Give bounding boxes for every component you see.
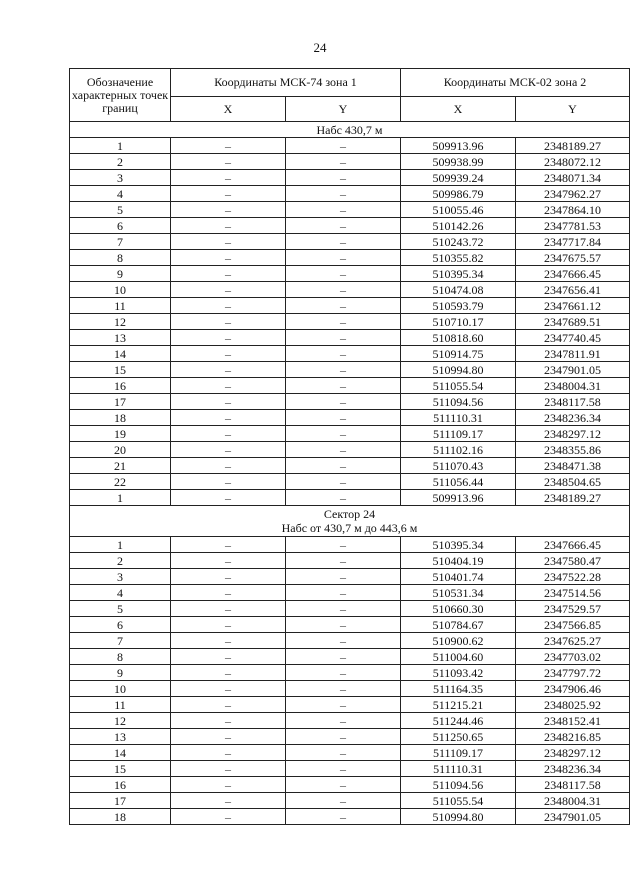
msk74-y-cell: – [286, 681, 401, 697]
msk02-y-cell: 2347717.84 [516, 234, 630, 250]
section-subtitle-line: Набс от 430,7 м до 443,6 м [281, 521, 418, 535]
msk02-x-cell: 510474.08 [401, 282, 516, 298]
table-row [70, 474, 630, 490]
msk74-x-cell: – [171, 569, 286, 585]
msk02-y-cell: 2347656.41 [516, 282, 630, 298]
section-title-row [70, 506, 630, 537]
msk74-x-cell: – [171, 697, 286, 713]
point-number-cell: 1 [70, 490, 171, 506]
table-row [70, 314, 630, 330]
msk74-y-cell: – [286, 601, 401, 617]
msk74-y-cell: – [286, 713, 401, 729]
point-number-cell: 16 [70, 378, 171, 394]
msk74-x-cell: – [171, 553, 286, 569]
table-row [70, 266, 630, 282]
point-number-cell: 15 [70, 761, 171, 777]
table-row [70, 138, 630, 154]
msk02-x-cell: 510660.30 [401, 601, 516, 617]
msk74-y-cell: – [286, 218, 401, 234]
msk02-y-cell: 2348189.27 [516, 490, 630, 506]
msk74-y-cell: – [286, 490, 401, 506]
point-number-cell: 18 [70, 809, 171, 825]
msk02-y-cell: 2347703.02 [516, 649, 630, 665]
table-row [70, 202, 630, 218]
msk02-y-cell: 2347906.46 [516, 681, 630, 697]
msk74-y-cell: – [286, 617, 401, 633]
point-number-cell: 6 [70, 617, 171, 633]
msk74-x-cell: – [171, 330, 286, 346]
msk02-x-cell: 511055.54 [401, 793, 516, 809]
msk02-y-cell: 2348025.92 [516, 697, 630, 713]
section-title [70, 122, 630, 138]
point-number-cell: 3 [70, 569, 171, 585]
msk02-x-cell: 510395.34 [401, 266, 516, 282]
table-row [70, 330, 630, 346]
msk74-x-header: X [171, 96, 286, 121]
point-number-cell: 14 [70, 745, 171, 761]
msk02-x-cell: 510784.67 [401, 617, 516, 633]
table-row [70, 569, 630, 585]
msk02-x-cell: 511110.31 [401, 410, 516, 426]
table-row [70, 809, 630, 825]
point-number-cell: 4 [70, 186, 171, 202]
msk02-x-cell: 511102.16 [401, 442, 516, 458]
msk02-y-cell: 2348504.65 [516, 474, 630, 490]
msk74-y-cell: – [286, 410, 401, 426]
msk02-y-cell: 2348216.85 [516, 729, 630, 745]
msk74-x-cell: – [171, 250, 286, 266]
msk74-x-cell: – [171, 410, 286, 426]
point-number-cell: 12 [70, 713, 171, 729]
table-header [70, 69, 630, 122]
msk02-x-cell: 511070.43 [401, 458, 516, 474]
msk74-x-cell: – [171, 729, 286, 745]
msk02-x-cell: 510900.62 [401, 633, 516, 649]
msk02-y-cell: 2348355.86 [516, 442, 630, 458]
point-number-cell: 7 [70, 234, 171, 250]
table-row [70, 378, 630, 394]
table-row [70, 617, 630, 633]
msk74-y-cell: – [286, 809, 401, 825]
msk02-x-cell: 510243.72 [401, 234, 516, 250]
msk74-x-cell: – [171, 793, 286, 809]
table-row [70, 745, 630, 761]
msk74-y-cell: – [286, 250, 401, 266]
msk74-y-cell: – [286, 777, 401, 793]
msk74-y-cell: – [286, 553, 401, 569]
msk74-y-cell: – [286, 394, 401, 410]
msk74-y-cell: – [286, 362, 401, 378]
table-body [70, 122, 630, 825]
msk02-x-cell: 510593.79 [401, 298, 516, 314]
msk02-x-cell: 509913.96 [401, 138, 516, 154]
msk02-y-cell: 2348117.58 [516, 777, 630, 793]
table-row [70, 186, 630, 202]
point-number-cell: 5 [70, 202, 171, 218]
msk02-x-cell: 511094.56 [401, 777, 516, 793]
point-number-cell: 19 [70, 426, 171, 442]
msk74-y-cell: – [286, 282, 401, 298]
table-row [70, 410, 630, 426]
msk74-x-cell: – [171, 745, 286, 761]
msk02-x-cell: 510404.19 [401, 553, 516, 569]
table-row [70, 154, 630, 170]
msk02-x-cell: 510818.60 [401, 330, 516, 346]
msk74-x-cell: – [171, 537, 286, 553]
msk74-x-cell: – [171, 617, 286, 633]
table-row [70, 777, 630, 793]
msk02-x-cell: 510994.80 [401, 809, 516, 825]
msk02-x-cell: 511056.44 [401, 474, 516, 490]
msk02-y-cell: 2347962.27 [516, 186, 630, 202]
msk74-y-cell: – [286, 330, 401, 346]
msk74-x-cell: – [171, 633, 286, 649]
msk74-y-cell: – [286, 298, 401, 314]
point-number-cell: 9 [70, 665, 171, 681]
msk02-y-cell: 2347781.53 [516, 218, 630, 234]
point-number-cell: 7 [70, 633, 171, 649]
msk02-y-cell: 2347666.45 [516, 266, 630, 282]
point-number-cell: 14 [70, 346, 171, 362]
point-number-cell: 1 [70, 537, 171, 553]
msk02-y-cell: 2347566.85 [516, 617, 630, 633]
table-row [70, 490, 630, 506]
msk02-y-cell: 2348297.12 [516, 745, 630, 761]
msk74-x-cell: – [171, 665, 286, 681]
msk74-x-cell: – [171, 601, 286, 617]
msk02-y-cell: 2347529.57 [516, 601, 630, 617]
msk74-x-cell: – [171, 585, 286, 601]
msk02-group-header: Координаты МСК-02 зона 2 [401, 69, 630, 97]
point-number-cell: 22 [70, 474, 171, 490]
msk74-y-cell: – [286, 697, 401, 713]
msk74-y-cell: – [286, 633, 401, 649]
msk02-y-cell: 2348236.34 [516, 761, 630, 777]
table-row [70, 697, 630, 713]
msk02-y-cell: 2348152.41 [516, 713, 630, 729]
point-number-cell: 13 [70, 330, 171, 346]
table-row [70, 553, 630, 569]
msk74-x-cell: – [171, 298, 286, 314]
table-row [70, 458, 630, 474]
msk02-x-cell: 511110.31 [401, 761, 516, 777]
section-title [70, 506, 630, 537]
point-number-cell: 9 [70, 266, 171, 282]
table-row [70, 665, 630, 681]
msk74-x-cell: – [171, 713, 286, 729]
msk02-y-cell: 2348189.27 [516, 138, 630, 154]
msk74-x-cell: – [171, 282, 286, 298]
msk74-y-cell: – [286, 378, 401, 394]
msk02-y-cell: 2348297.12 [516, 426, 630, 442]
point-number-cell: 4 [70, 585, 171, 601]
msk74-y-cell: – [286, 234, 401, 250]
msk74-y-cell: – [286, 585, 401, 601]
table-row [70, 585, 630, 601]
msk02-x-cell: 510055.46 [401, 202, 516, 218]
msk02-x-cell: 511109.17 [401, 426, 516, 442]
msk74-x-cell: – [171, 442, 286, 458]
msk02-y-cell: 2347901.05 [516, 809, 630, 825]
section-title-line: Сектор 24 [323, 507, 376, 521]
msk02-y-header: Y [516, 96, 630, 121]
msk74-x-cell: – [171, 346, 286, 362]
point-number-cell: 18 [70, 410, 171, 426]
msk74-y-cell: – [286, 442, 401, 458]
table-row [70, 793, 630, 809]
table-row [70, 298, 630, 314]
msk74-y-cell: – [286, 266, 401, 282]
msk02-y-cell: 2348004.31 [516, 793, 630, 809]
table-row [70, 234, 630, 250]
msk02-y-cell: 2348004.31 [516, 378, 630, 394]
coordinates-table [69, 68, 630, 825]
table-row [70, 649, 630, 665]
point-number-cell: 1 [70, 138, 171, 154]
point-number-cell: 15 [70, 362, 171, 378]
table-row [70, 537, 630, 553]
table-row [70, 729, 630, 745]
msk02-x-cell: 510914.75 [401, 346, 516, 362]
msk74-y-header: Y [286, 96, 401, 121]
table-row [70, 601, 630, 617]
section-title-line: Набс 430,7 м [316, 122, 383, 137]
table-row [70, 362, 630, 378]
msk02-x-cell: 510142.26 [401, 218, 516, 234]
table-row [70, 282, 630, 298]
msk02-x-cell: 511244.46 [401, 713, 516, 729]
msk74-x-cell: – [171, 490, 286, 506]
msk02-y-cell: 2347689.51 [516, 314, 630, 330]
table-row [70, 250, 630, 266]
msk74-x-cell: – [171, 170, 286, 186]
point-number-cell: 13 [70, 729, 171, 745]
point-number-cell: 2 [70, 154, 171, 170]
point-number-cell: 10 [70, 282, 171, 298]
point-number-cell: 17 [70, 793, 171, 809]
point-number-cell: 17 [70, 394, 171, 410]
msk74-y-cell: – [286, 314, 401, 330]
msk74-x-cell: – [171, 777, 286, 793]
msk74-y-cell: – [286, 793, 401, 809]
point-number-cell: 10 [70, 681, 171, 697]
msk74-x-cell: – [171, 681, 286, 697]
point-number-cell: 3 [70, 170, 171, 186]
msk02-x-cell: 511004.60 [401, 649, 516, 665]
msk74-y-cell: – [286, 458, 401, 474]
msk02-y-cell: 2348072.12 [516, 154, 630, 170]
msk02-y-cell: 2347514.56 [516, 585, 630, 601]
msk02-x-header: X [401, 96, 516, 121]
msk02-x-cell: 511093.42 [401, 665, 516, 681]
msk02-y-cell: 2348471.38 [516, 458, 630, 474]
msk74-y-cell: – [286, 474, 401, 490]
page-number: 24 [313, 40, 327, 55]
point-number-cell: 11 [70, 697, 171, 713]
table-row [70, 346, 630, 362]
msk02-x-cell: 510531.34 [401, 585, 516, 601]
msk74-x-cell: – [171, 426, 286, 442]
point-number-cell: 2 [70, 553, 171, 569]
point-number-cell: 11 [70, 298, 171, 314]
table-row [70, 170, 630, 186]
msk74-x-cell: – [171, 186, 286, 202]
point-number-cell: 5 [70, 601, 171, 617]
msk02-x-cell: 510395.34 [401, 537, 516, 553]
msk02-x-cell: 511250.65 [401, 729, 516, 745]
msk74-y-cell: – [286, 202, 401, 218]
msk02-y-cell: 2347625.27 [516, 633, 630, 649]
msk02-x-cell: 509939.24 [401, 170, 516, 186]
msk02-x-cell: 509986.79 [401, 186, 516, 202]
table-row [70, 681, 630, 697]
msk02-x-cell: 510401.74 [401, 569, 516, 585]
table-row [70, 442, 630, 458]
msk02-x-cell: 511164.35 [401, 681, 516, 697]
table-row [70, 218, 630, 234]
section-title-row [70, 122, 630, 138]
msk02-y-cell: 2347666.45 [516, 537, 630, 553]
table-row [70, 761, 630, 777]
msk02-y-cell: 2348117.58 [516, 394, 630, 410]
msk74-y-cell: – [286, 729, 401, 745]
msk74-y-cell: – [286, 426, 401, 442]
msk74-x-cell: – [171, 218, 286, 234]
table-row [70, 633, 630, 649]
msk74-x-cell: – [171, 266, 286, 282]
msk74-y-cell: – [286, 170, 401, 186]
msk02-y-cell: 2347864.10 [516, 202, 630, 218]
msk74-y-cell: – [286, 745, 401, 761]
msk02-y-cell: 2348071.34 [516, 170, 630, 186]
msk02-x-cell: 511055.54 [401, 378, 516, 394]
msk74-y-cell: – [286, 569, 401, 585]
msk74-x-cell: – [171, 138, 286, 154]
msk74-x-cell: – [171, 649, 286, 665]
msk02-y-cell: 2347580.47 [516, 553, 630, 569]
msk02-x-cell: 510355.82 [401, 250, 516, 266]
table-row [70, 713, 630, 729]
msk02-y-cell: 2347811.91 [516, 346, 630, 362]
msk74-y-cell: – [286, 186, 401, 202]
msk74-group-header: Координаты МСК-74 зона 1 [171, 69, 401, 97]
point-number-cell: 8 [70, 250, 171, 266]
msk02-x-cell: 511094.56 [401, 394, 516, 410]
msk74-x-cell: – [171, 234, 286, 250]
point-number-cell: 20 [70, 442, 171, 458]
msk74-y-cell: – [286, 665, 401, 681]
msk74-x-cell: – [171, 154, 286, 170]
msk74-y-cell: – [286, 761, 401, 777]
msk02-y-cell: 2347675.57 [516, 250, 630, 266]
msk74-y-cell: – [286, 537, 401, 553]
msk02-x-cell: 511215.21 [401, 697, 516, 713]
points-column-header: Обозначение характерных точек границ [70, 69, 171, 122]
point-number-cell: 12 [70, 314, 171, 330]
msk02-y-cell: 2347901.05 [516, 362, 630, 378]
msk74-x-cell: – [171, 809, 286, 825]
point-number-cell: 21 [70, 458, 171, 474]
point-number-cell: 6 [70, 218, 171, 234]
msk74-x-cell: – [171, 474, 286, 490]
msk02-y-cell: 2347797.72 [516, 665, 630, 681]
msk02-y-cell: 2347522.28 [516, 569, 630, 585]
msk02-x-cell: 509913.96 [401, 490, 516, 506]
msk74-y-cell: – [286, 346, 401, 362]
msk74-x-cell: – [171, 761, 286, 777]
point-number-cell: 16 [70, 777, 171, 793]
table-row [70, 426, 630, 442]
msk74-x-cell: – [171, 362, 286, 378]
msk02-y-cell: 2348236.34 [516, 410, 630, 426]
msk02-y-cell: 2347661.12 [516, 298, 630, 314]
msk02-x-cell: 509938.99 [401, 154, 516, 170]
point-number-cell: 8 [70, 649, 171, 665]
msk02-x-cell: 511109.17 [401, 745, 516, 761]
msk74-x-cell: – [171, 314, 286, 330]
msk74-x-cell: – [171, 378, 286, 394]
msk74-y-cell: – [286, 154, 401, 170]
msk02-x-cell: 510710.17 [401, 314, 516, 330]
table-row [70, 394, 630, 410]
msk02-y-cell: 2347740.45 [516, 330, 630, 346]
msk74-x-cell: – [171, 202, 286, 218]
msk74-y-cell: – [286, 649, 401, 665]
msk74-y-cell: – [286, 138, 401, 154]
msk74-x-cell: – [171, 394, 286, 410]
msk74-x-cell: – [171, 458, 286, 474]
msk02-x-cell: 510994.80 [401, 362, 516, 378]
